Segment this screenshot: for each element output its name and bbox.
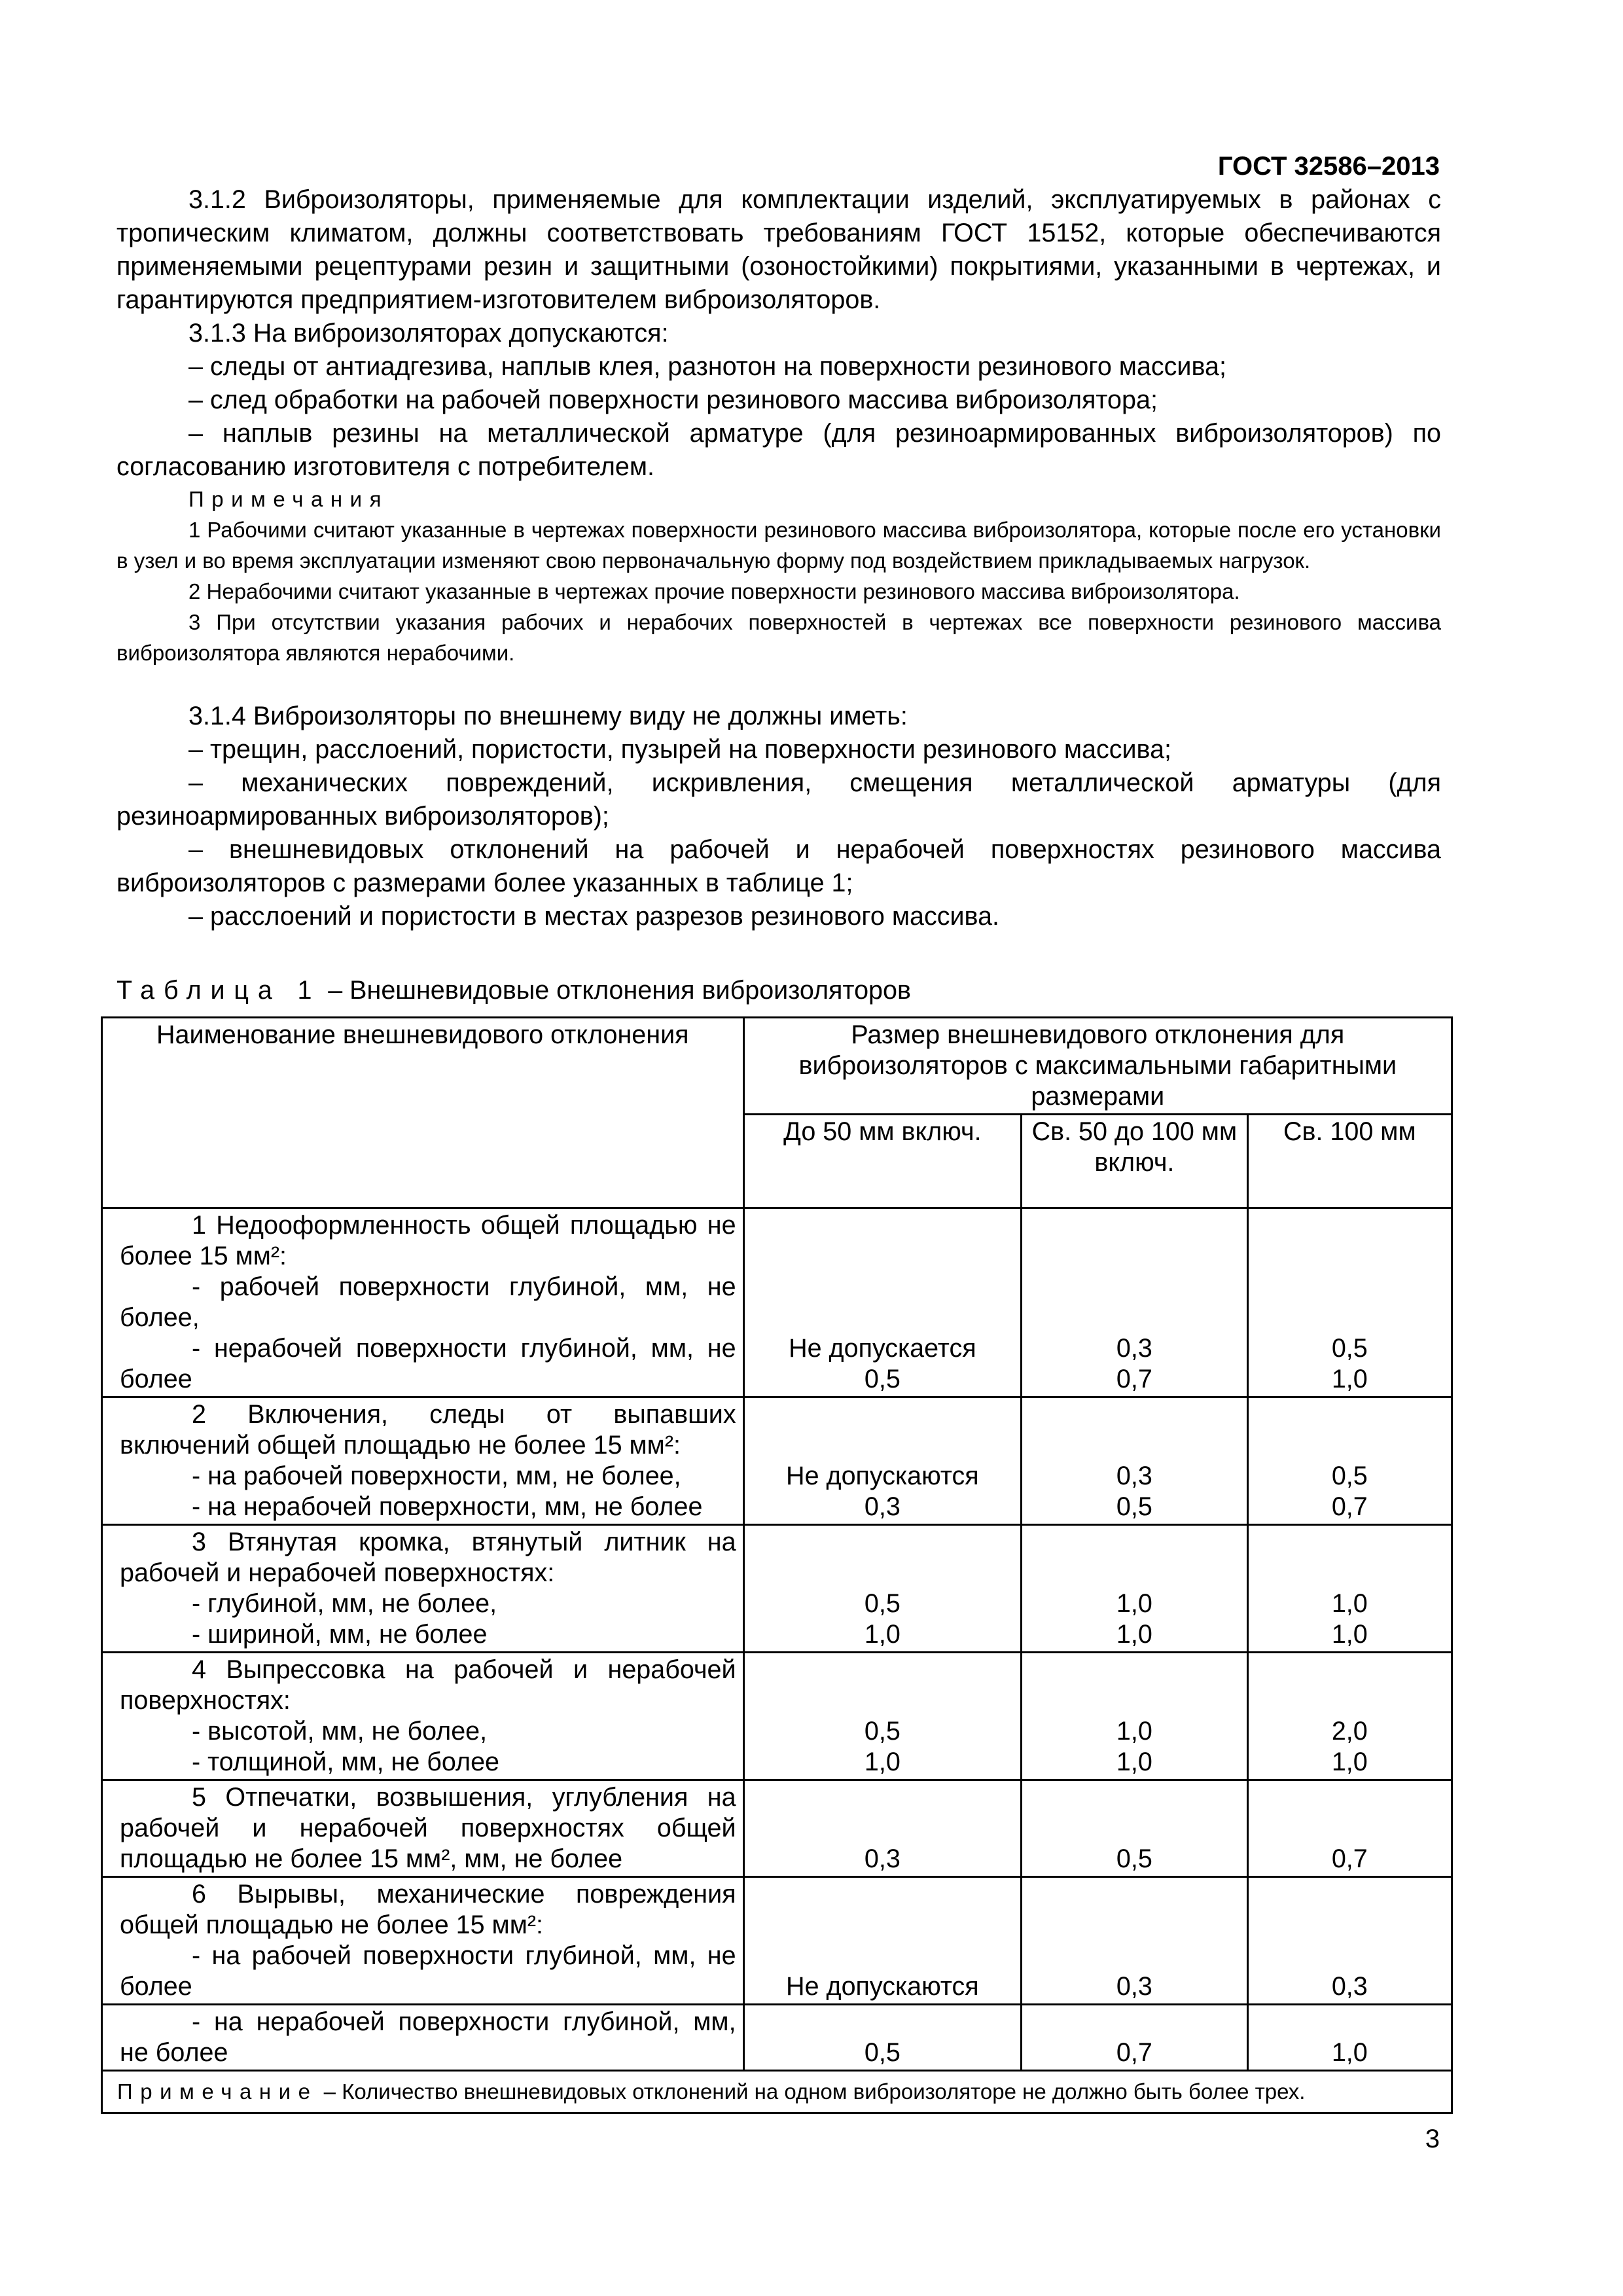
value: 0,5 bbox=[864, 1717, 901, 1746]
value: 0,5 bbox=[1116, 1844, 1152, 1873]
value: Не допускаются bbox=[786, 1462, 979, 1490]
value: Не допускается bbox=[789, 1334, 976, 1363]
deviation-line: 1 Недооформленность общей площадью не более 15 мм²: bbox=[120, 1211, 736, 1270]
value: 1,0 bbox=[1116, 1717, 1152, 1746]
note-3: 3 При отсутствии указания рабочих и нерабочих поверхностей в чертежах все поверхности резинового массива виброизолятора являются нерабочими. bbox=[116, 610, 1441, 665]
value-cell bbox=[743, 1397, 1022, 1525]
value-cell bbox=[743, 2005, 1022, 2071]
value: 1,0 bbox=[1331, 1748, 1368, 1776]
table-caption-text: – Внешневидовые отклонения виброизоляторов bbox=[321, 976, 911, 1005]
table-note bbox=[102, 2071, 1452, 2113]
note-1: 1 Рабочими считают указанные в чертежах поверхности резинового массива виброизолятора, которые после его установки в узел и во время эксплуатации изменяют свою первоначальную форму под воздействием прикладываемых нагрузок. bbox=[116, 518, 1441, 573]
value-cell bbox=[1247, 1780, 1452, 1877]
table-row bbox=[102, 1780, 1452, 1877]
value-cell bbox=[1247, 1208, 1452, 1397]
value-cell bbox=[743, 1653, 1022, 1780]
deviation-line: - нерабочей поверхности глубиной, мм, не более bbox=[120, 1334, 736, 1393]
deviation-line: 4 Выпрессовка на рабочей и нерабочей поверхностях: bbox=[120, 1655, 736, 1715]
value-cell bbox=[1022, 1208, 1247, 1397]
note-2: 2 Нерабочими считают указанные в чертежах прочие поверхности резинового массива виброизолятора. bbox=[188, 579, 1240, 603]
deviation-line: - высотой, мм, не более, bbox=[192, 1717, 488, 1746]
deviation-line: - на рабочей поверхности глубиной, мм, не более bbox=[120, 1941, 736, 2001]
table-row bbox=[102, 1525, 1452, 1653]
deviation-line: - рабочей поверхности глубиной, мм, не более, bbox=[120, 1272, 736, 1332]
header-col-2: Св. 50 до 100 мм включ. bbox=[1022, 1115, 1247, 1208]
table-row bbox=[102, 1653, 1452, 1780]
deviation-line: - на нерабочей поверхности глубиной, мм, не более bbox=[120, 2007, 736, 2067]
header-name: Наименование внешневидового отклонения bbox=[102, 1018, 744, 1208]
value-cell bbox=[1247, 1525, 1452, 1653]
value: 1,0 bbox=[1331, 1365, 1368, 1393]
value: 0,5 bbox=[1331, 1462, 1368, 1490]
list-item: – следы от антиадгезива, наплыв клея, разнотон на поверхности резинового массива; bbox=[188, 352, 1226, 381]
deviation-name-cell bbox=[102, 2005, 744, 2071]
value-cell bbox=[1022, 1653, 1247, 1780]
value: 1,0 bbox=[1116, 1589, 1152, 1618]
deviation-line: - глубиной, мм, не более, bbox=[192, 1589, 497, 1618]
table-row bbox=[102, 1877, 1452, 2005]
value-cell bbox=[1247, 1877, 1452, 2005]
header-size: Размер внешневидового отклонения для виброизоляторов с максимальными габаритными размерами bbox=[743, 1018, 1452, 1115]
deviation-line: 2 Включения, следы от выпавших включений общей площадью не более 15 мм²: bbox=[120, 1400, 736, 1460]
deviations-table bbox=[101, 1016, 1453, 2114]
value-cell bbox=[1022, 1525, 1247, 1653]
value-cell bbox=[743, 1208, 1022, 1397]
table-note-row bbox=[102, 2071, 1452, 2113]
value: 0,5 bbox=[864, 1365, 901, 1393]
table-note-label: Примечание bbox=[117, 2079, 318, 2104]
table-caption bbox=[116, 974, 911, 1007]
list-item: – след обработки на рабочей поверхности резинового массива виброизолятора; bbox=[188, 386, 1158, 414]
deviation-line: - шириной, мм, не более bbox=[192, 1620, 488, 1649]
value: 0,5 bbox=[864, 1589, 901, 1618]
value-cell bbox=[1247, 1397, 1452, 1525]
document-code-header: ГОСТ 32586–2013 bbox=[1217, 152, 1440, 181]
value: 1,0 bbox=[864, 1748, 901, 1776]
deviation-line: 3 Втянутая кромка, втянутый литник на рабочей и нерабочей поверхностях: bbox=[120, 1528, 736, 1587]
notes-title: Примечания bbox=[188, 487, 389, 511]
header-col-3: Св. 100 мм bbox=[1247, 1115, 1452, 1208]
value: Не допускаются bbox=[786, 1972, 979, 2001]
value-cell bbox=[1022, 1780, 1247, 1877]
deviation-name-cell bbox=[102, 1208, 744, 1397]
value: 1,0 bbox=[864, 1620, 901, 1649]
table-caption-label: Таблица 1 bbox=[116, 976, 321, 1005]
deviation-line: - толщиной, мм, не более bbox=[192, 1748, 500, 1776]
deviation-name-cell bbox=[102, 1653, 744, 1780]
deviation-line: - на рабочей поверхности, мм, не более, bbox=[192, 1462, 681, 1490]
value-cell bbox=[1022, 1397, 1247, 1525]
body-text bbox=[116, 183, 1441, 933]
value: 1,0 bbox=[1331, 1589, 1368, 1618]
deviation-name-cell bbox=[102, 1525, 744, 1653]
value: 0,3 bbox=[864, 1492, 901, 1521]
value-cell bbox=[743, 1525, 1022, 1653]
value-cell bbox=[743, 1780, 1022, 1877]
table-row bbox=[102, 2005, 1452, 2071]
table-note-text: – Количество внешневидовых отклонений на одном виброизоляторе не должно быть более трех. bbox=[317, 2079, 1306, 2104]
value-cell bbox=[743, 1877, 1022, 2005]
deviation-line: - на нерабочей поверхности, мм, не более bbox=[192, 1492, 703, 1521]
list-item: – трещин, расслоений, пористости, пузырей на поверхности резинового массива; bbox=[188, 735, 1172, 764]
value: 0,3 bbox=[1116, 1462, 1152, 1490]
table-row bbox=[102, 1208, 1452, 1397]
value: 2,0 bbox=[1331, 1717, 1368, 1746]
table-row bbox=[102, 1397, 1452, 1525]
value: 0,7 bbox=[1116, 2038, 1152, 2067]
value: 0,7 bbox=[1331, 1492, 1368, 1521]
clause-3-1-2: 3.1.2 Виброизоляторы, применяемые для комплектации изделий, эксплуатируемых в районах с тропическим климатом, должны соответствовать требованиям ГОСТ 15152, которые обеспечиваются применяемыми рецептурами резин и защитными (озоностойкими) покрытиями, указанными в чертежах, и гарантируются предприятием-изготовителем виброизоляторов. bbox=[116, 185, 1441, 314]
value: 1,0 bbox=[1331, 2038, 1368, 2067]
value-cell bbox=[1247, 2005, 1452, 2071]
value: 0,3 bbox=[1116, 1334, 1152, 1363]
value: 0,3 bbox=[1116, 1972, 1152, 2001]
page-number: 3 bbox=[1425, 2125, 1440, 2153]
value: 0,3 bbox=[1331, 1972, 1368, 2001]
value: 1,0 bbox=[1331, 1620, 1368, 1649]
value: 0,5 bbox=[1331, 1334, 1368, 1363]
value: 0,7 bbox=[1331, 1844, 1368, 1873]
list-item: – механических повреждений, искривления, смещения металлической арматуры (для резиноармированных виброизоляторов); bbox=[116, 768, 1441, 831]
header-col-1: До 50 мм включ. bbox=[743, 1115, 1022, 1208]
table-header-row bbox=[102, 1018, 1452, 1115]
deviation-line: 5 Отпечатки, возвышения, углубления на рабочей и нерабочей поверхностях общей площадью не более 15 мм², мм, не более bbox=[120, 1783, 736, 1873]
value: 0,5 bbox=[1116, 1492, 1152, 1521]
value: 0,3 bbox=[864, 1844, 901, 1873]
deviation-line: 6 Вырывы, механические повреждения общей площадью не более 15 мм²: bbox=[120, 1880, 736, 1939]
value: 1,0 bbox=[1116, 1620, 1152, 1649]
value: 0,7 bbox=[1116, 1365, 1152, 1393]
deviation-name-cell bbox=[102, 1780, 744, 1877]
clause-3-1-3: 3.1.3 На виброизоляторах допускаются: bbox=[188, 319, 669, 348]
value: 0,5 bbox=[864, 2038, 901, 2067]
clause-3-1-4: 3.1.4 Виброизоляторы по внешнему виду не должны иметь: bbox=[188, 702, 908, 730]
value-cell bbox=[1022, 1877, 1247, 2005]
list-item: – расслоений и пористости в местах разрезов резинового массива. bbox=[188, 902, 1000, 931]
list-item: – наплыв резины на металлической арматуре (для резиноармированных виброизоляторов) по согласованию изготовителя с потребителем. bbox=[116, 419, 1441, 481]
list-item: – внешневидовых отклонений на рабочей и нерабочей поверхностях резинового массива виброизоляторов с размерами более указанных в таблице 1; bbox=[116, 835, 1441, 897]
value: 1,0 bbox=[1116, 1748, 1152, 1776]
value-cell bbox=[1022, 2005, 1247, 2071]
deviation-name-cell bbox=[102, 1877, 744, 2005]
value-cell bbox=[1247, 1653, 1452, 1780]
deviation-name-cell bbox=[102, 1397, 744, 1525]
